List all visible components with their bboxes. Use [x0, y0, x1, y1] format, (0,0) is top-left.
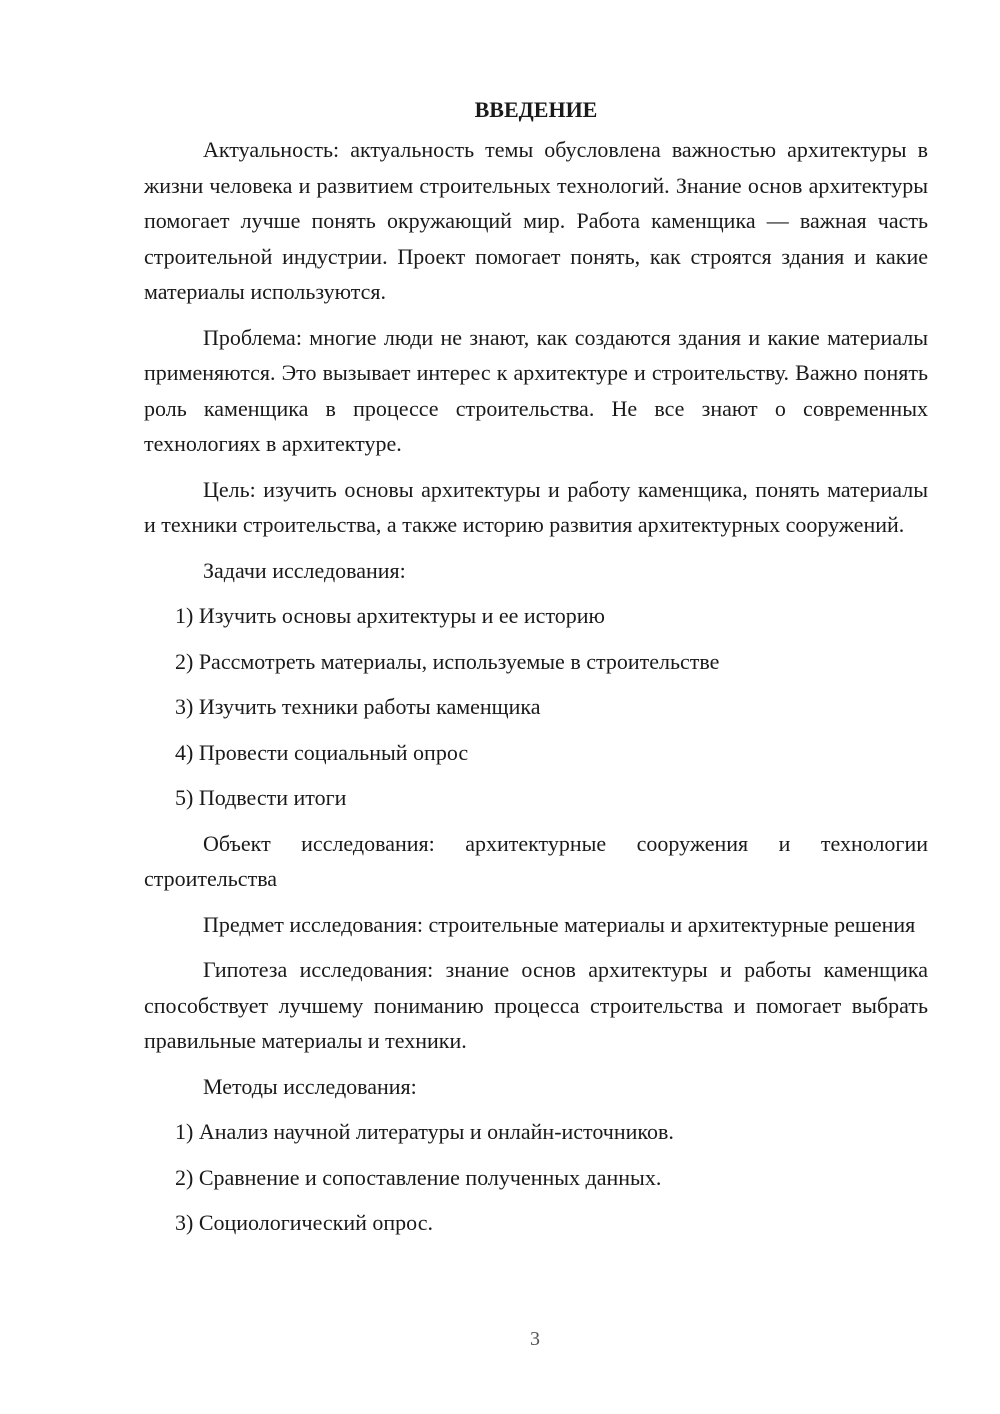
object-paragraph: Объект исследования: архитектурные сооружения и технологии строительства: [144, 830, 928, 891]
page-number: 3: [530, 1328, 540, 1350]
task-item: 1) Изучить основы архитектуры и ее историю: [175, 603, 605, 628]
subject-paragraph: Предмет исследования: строительные материалы и архитектурные решения: [203, 911, 916, 937]
methods-list: [144, 1114, 928, 1241]
task-item: 3) Изучить техники работы каменщика: [175, 694, 541, 719]
section-title: ВВЕДЕНИЕ: [474, 97, 598, 122]
goal-paragraph: Цель: изучить основы архитектуры и работу каменщика, понять материалы и техники строительства, а также историю развития архитектурных сооружений.: [144, 476, 928, 537]
tasks-heading: Задачи исследования:: [203, 557, 406, 583]
task-item: 2) Рассмотреть материалы, используемые в строительстве: [175, 648, 720, 674]
method-item: 2) Сравнение и сопоставление полученных данных.: [175, 1164, 662, 1190]
tasks-list: [144, 598, 928, 816]
methods-heading: Методы исследования:: [203, 1073, 417, 1099]
problem-paragraph: Проблема: многие люди не знают, как создаются здания и какие материалы применяются. Это вызывает интерес к архитектуре и строительству. Важно понять роль каменщика в процессе строительства. Не все знают о современных технологиях в архитектуре.: [144, 324, 928, 456]
method-item: 1) Анализ научной литературы и онлайн-источников.: [175, 1119, 674, 1144]
hypothesis-paragraph: Гипотеза исследования: знание основ архитектуры и работы каменщика способствует лучшему пониманию процесса строительства и помогает выбрать правильные материалы и техники.: [144, 957, 928, 1053]
task-item: 4) Провести социальный опрос: [175, 739, 469, 765]
page-content: [144, 92, 928, 1251]
method-item: 3) Социологический опрос.: [175, 1210, 433, 1235]
relevance-paragraph: Актуальность: актуальность темы обусловлена важностью архитектуры в жизни человека и развитием строительных технологий. Знание основ архитектуры помогает лучше понять окружающий мир. Работа каменщика — важная часть строительной индустрии. Проект помогает понять, как строятся здания и какие материалы используются.: [144, 137, 928, 304]
task-item: 5) Подвести итоги: [175, 785, 347, 810]
